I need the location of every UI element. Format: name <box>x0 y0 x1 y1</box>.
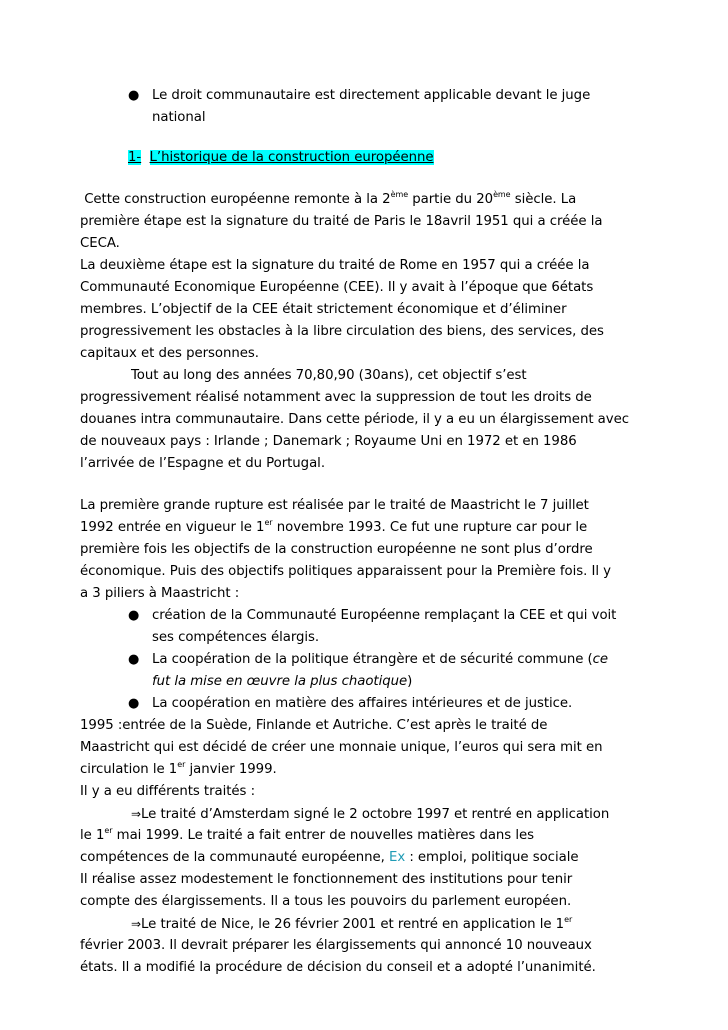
implies-arrow-icon: ⇒ <box>131 917 142 931</box>
text-line: états. Il a modifié la procédure de décision du conseil et a adopté l’unanimité. <box>80 960 596 975</box>
text-line: compétences de la communauté européenne, Ex : emploi, politique sociale <box>80 850 579 865</box>
section-heading <box>128 150 434 166</box>
bullet-icon: ● <box>128 608 140 623</box>
bullet-line: fut la mise en œuvre la plus chaotique) <box>152 674 413 689</box>
bullet-icon: ● <box>128 652 140 667</box>
text-line: progressivement les obstacles à la libre circulation des biens, des services, des <box>80 324 604 339</box>
text-line: progressivement réalisé notamment avec la suppression de tout les droits de <box>80 390 592 405</box>
text-line: économique. Puis des objectifs politiques apparaissent pour la Première fois. Il y <box>80 564 611 579</box>
text-line: l’arrivée de l’Espagne et du Portugal. <box>80 456 325 471</box>
text-line: CECA. <box>80 236 120 251</box>
text-line: première étape est la signature du traité de Paris le 18avril 1951 qui a créée la <box>80 214 603 229</box>
text-line: Tout au long des années 70,80,90 (30ans), cet objectif s’est <box>131 368 527 383</box>
text-line: de nouveaux pays : Irlande ; Danemark ; Royaume Uni en 1972 et en 1986 <box>80 434 577 449</box>
heading-number: 1- <box>128 150 142 165</box>
text-line: La première grande rupture est réalisée par le traité de Maastricht le 7 juillet <box>80 498 589 513</box>
text-line: La deuxième étape est la signature du traité de Rome en 1957 qui a créée la <box>80 258 590 273</box>
text-line: février 2003. Il devrait préparer les élargissements qui annoncé 10 nouveaux <box>80 938 592 953</box>
text-line: 1992 entrée en vigueur le 1er novembre 1993. Ce fut une rupture car pour le <box>80 518 588 535</box>
text-line: a 3 piliers à Maastricht : <box>80 586 240 601</box>
text-line: Il réalise assez modestement le fonctionnement des institutions pour tenir <box>80 872 573 887</box>
text-line: douanes intra communautaire. Dans cette période, il y a eu un élargissement avec <box>80 412 629 427</box>
text-line: circulation le 1er janvier 1999. <box>80 760 277 777</box>
bullet-line: création de la Communauté Européenne remplaçant la CEE et qui voit <box>152 608 617 623</box>
bullet-line: ses compétences élargis. <box>152 630 320 645</box>
bullet-line: La coopération de la politique étrangère et de sécurité commune (ce <box>152 652 609 667</box>
bullet-icon: ● <box>128 696 140 711</box>
text-line: Il y a eu différents traités : <box>80 784 256 799</box>
text-line: Maastricht qui est décidé de créer une monnaie unique, l’euros qui sera mit en <box>80 740 603 755</box>
text-line: compte des élargissements. Il a tous les pouvoirs du parlement européen. <box>80 894 572 909</box>
text-line: ⇒Le traité d’Amsterdam signé le 2 octobre 1997 et rentré en application <box>131 807 610 822</box>
bullet-icon: ● <box>128 88 140 103</box>
text-line: Cette construction européenne remonte à la 2ème partie du 20ème siècle. La <box>84 190 577 207</box>
implies-arrow-icon: ⇒ <box>131 807 142 821</box>
text-line: capitaux et des personnes. <box>80 346 259 361</box>
text-line: Communauté Economique Européenne (CEE). Il y avait à l’époque que 6états <box>80 280 594 295</box>
text-line: 1995 :entrée de la Suède, Finlande et Autriche. C’est après le traité de <box>80 718 548 733</box>
text-line: membres. L’objectif de la CEE était strictement économique et d’éliminer <box>80 302 567 317</box>
text-line: le 1er mai 1999. Le traité a fait entrer de nouvelles matières dans les <box>80 826 535 843</box>
text-line: première fois les objectifs de la construction européenne ne sont plus d’ordre <box>80 542 593 557</box>
heading-title: L’historique de la construction européenne <box>149 150 434 165</box>
text-line: ⇒Le traité de Nice, le 26 février 2001 et rentré en application le 1er <box>131 915 573 932</box>
bullet-line: national <box>152 110 206 125</box>
bullet-line: Le droit communautaire est directement applicable devant le juge <box>152 88 591 103</box>
bullet-line: La coopération en matière des affaires intérieures et de justice. <box>152 696 573 711</box>
